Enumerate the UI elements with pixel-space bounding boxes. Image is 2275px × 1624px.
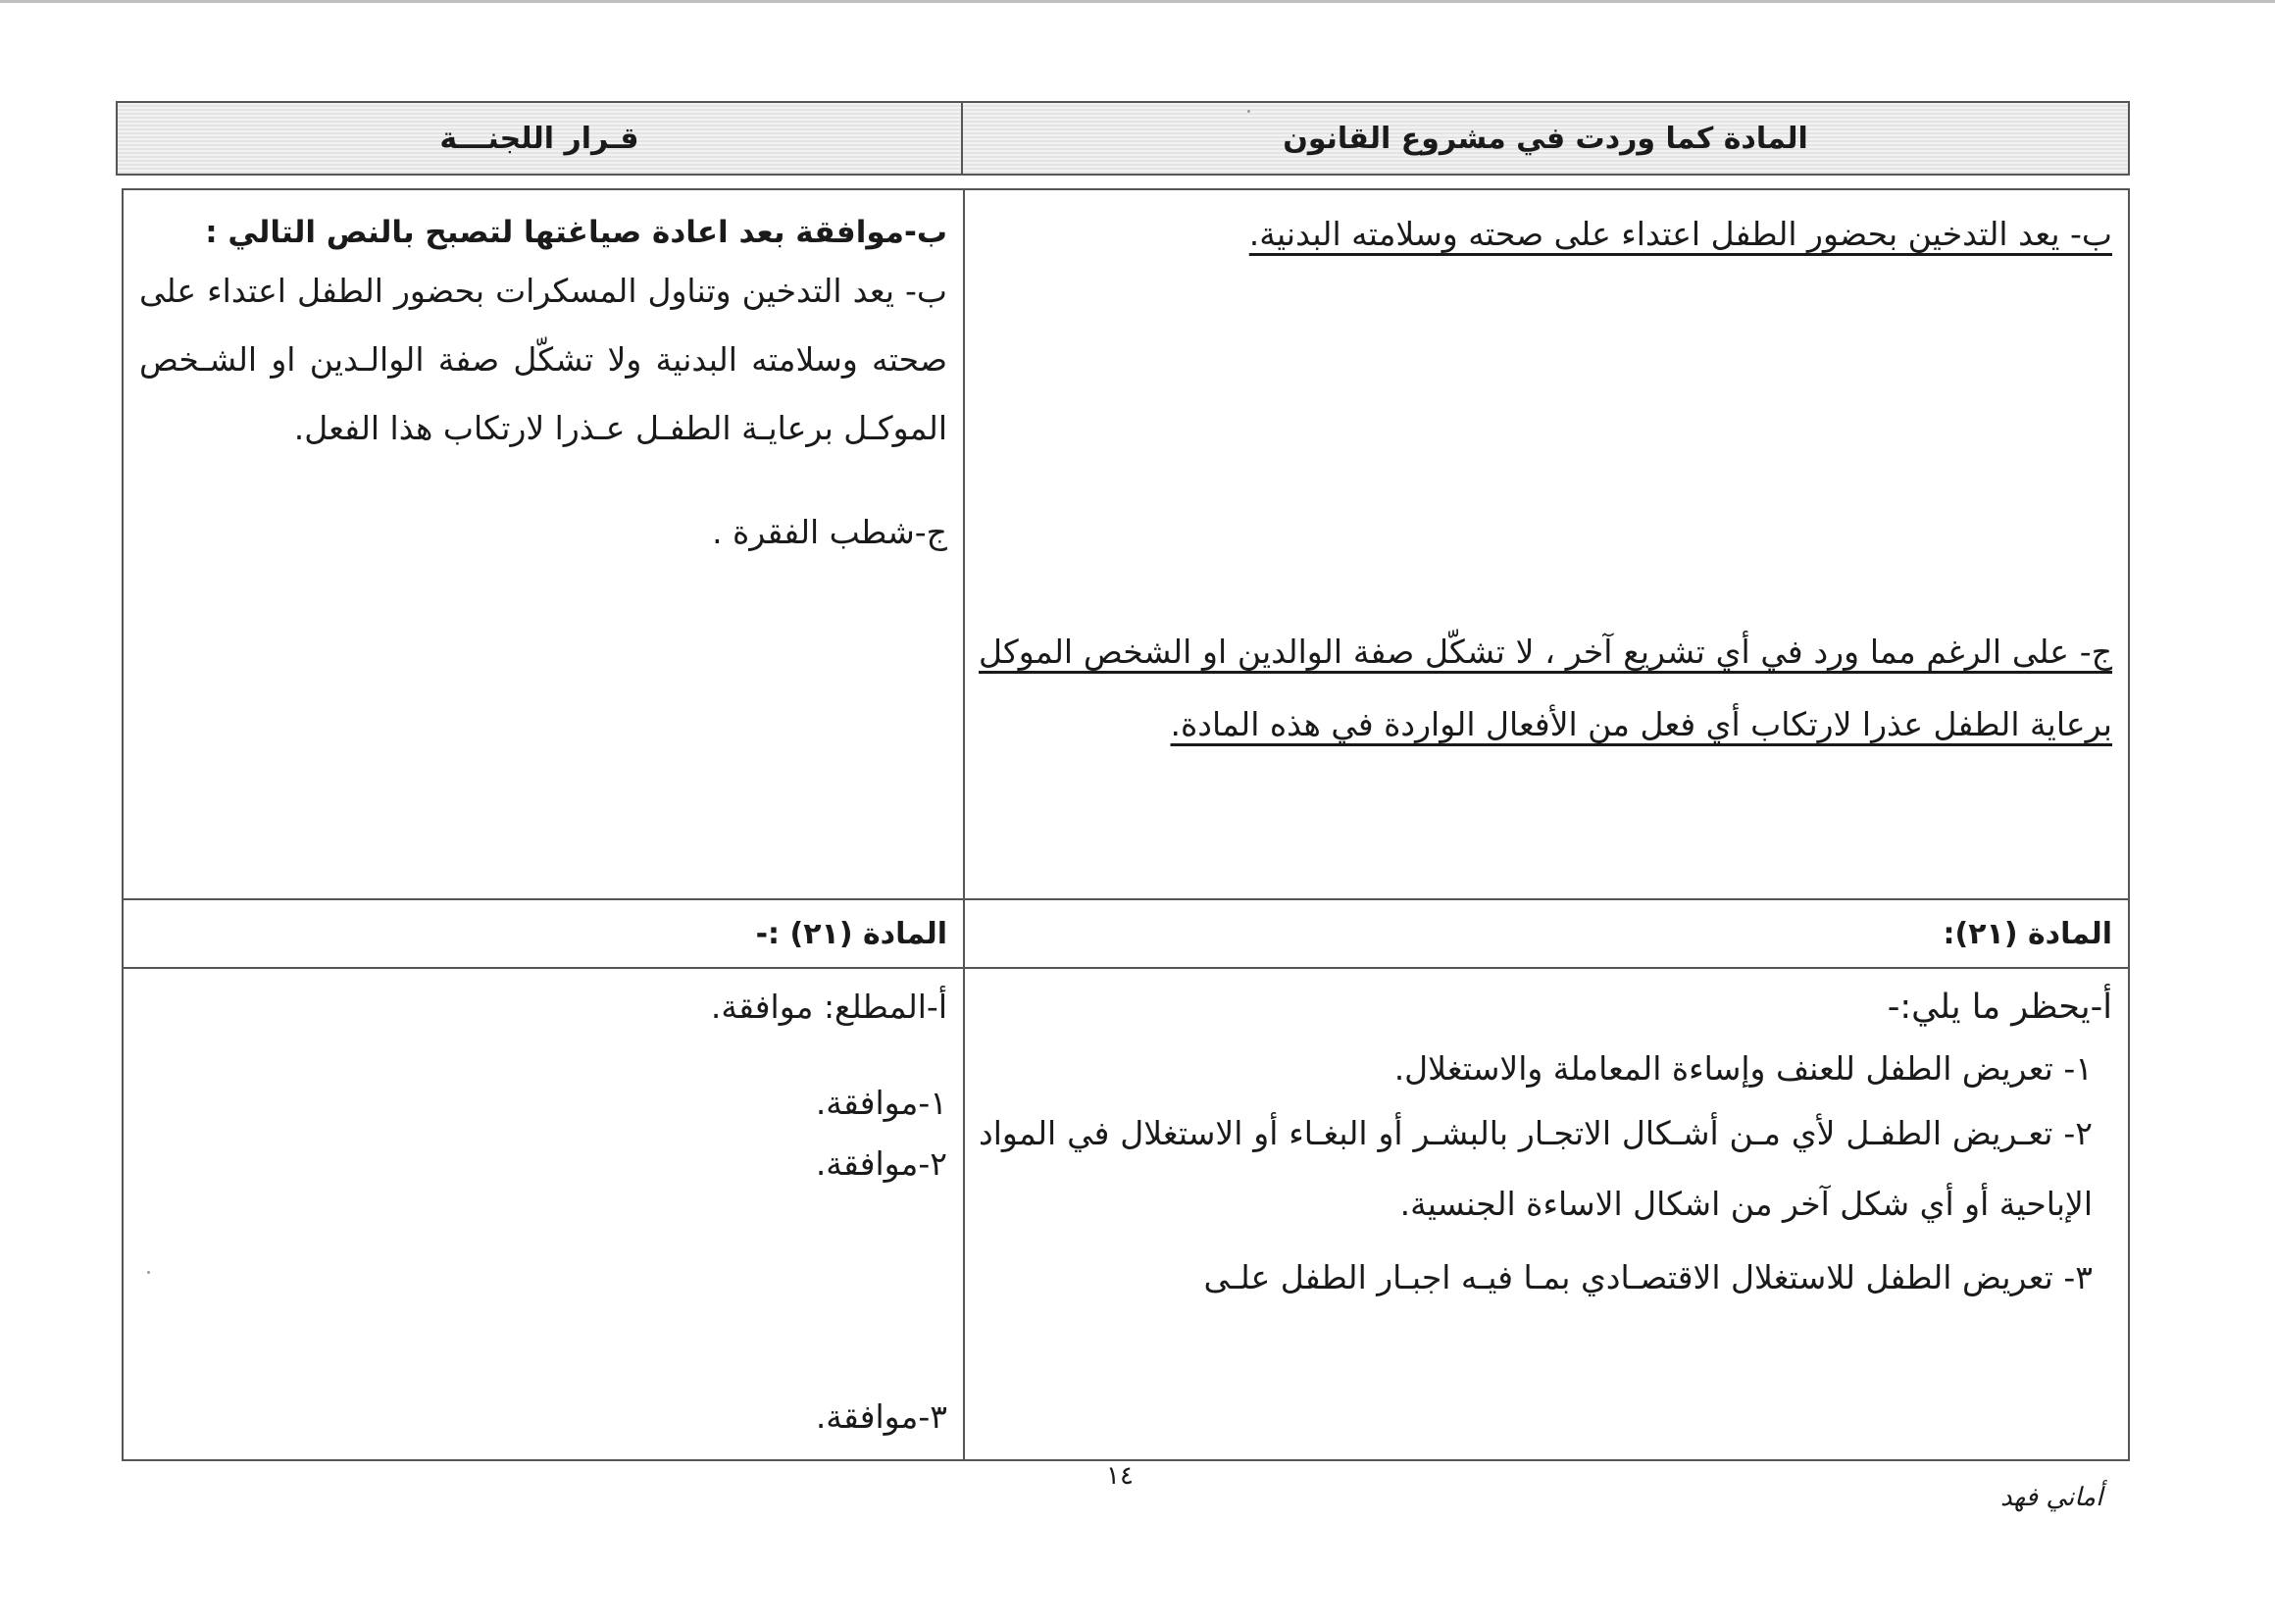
draft-item-1: ١- تعريض الطفل للعنف وإساءة المعاملة والاستغلال. bbox=[1393, 1049, 2093, 1088]
committee-article-21-label: المادة (٢١) :- bbox=[755, 916, 947, 951]
row1-draft-cell bbox=[965, 208, 2128, 894]
draft-item-c: ج- على الرغم مما ورد في أي تشريع آخر ، لا تشكّل صفة الوالدين او الشخص الموكل برعاية الطفل عذرا لارتكاب أي فعل من الأفعال الواردة في هذه المادة. bbox=[979, 633, 2112, 743]
table-header bbox=[116, 101, 2130, 176]
draft-item-2: ٢- تعـريض الطفـل لأي مـن أشـكال الاتجـار بالبشـر أو البغـاء أو الاستغلال في المواد الإباحية أو أي شكل آخر من اشكال الاساءة الجنسية. bbox=[979, 1114, 2093, 1223]
committee-item-3: ٣-موافقة. bbox=[815, 1397, 947, 1436]
scan-top-edge bbox=[0, 0, 2275, 3]
committee-approval-heading: ب-موافقة بعد اعادة صياغتها لتصبح بالنص التالي : bbox=[205, 215, 947, 250]
row2-committee-cell bbox=[124, 900, 963, 967]
header-article-in-draft: المادة كما وردت في مشروع القانون bbox=[1283, 121, 1808, 156]
committee-delete-paragraph: ج-شطب الفقرة . bbox=[712, 513, 947, 551]
row3-draft-cell bbox=[965, 981, 2128, 1461]
draft-prohibited-intro: أ-يحظر ما يلي:- bbox=[1887, 988, 2112, 1027]
draft-item-3: ٣- تعريض الطفل للاستغلال الاقتصـادي بمـا فيـه اجبـار الطفل علـى bbox=[1203, 1258, 2093, 1296]
row2-draft-cell bbox=[965, 900, 2128, 967]
row3-committee-cell bbox=[124, 981, 963, 1461]
scan-speck bbox=[1247, 110, 1250, 113]
scan-speck bbox=[147, 1271, 150, 1274]
comparison-table bbox=[122, 188, 2130, 1461]
page-number: ١٤ bbox=[1106, 1461, 1134, 1491]
committee-revised-text: ب- يعد التدخين وتناول المسكرات بحضور الطفل اعتداء على صحته وسلامته البدنية ولا تشكّل صفة الوالـدين او الشـخص الموكـل برعايـة الطفـل عـذرا لارتكاب هذا الفعل. bbox=[139, 272, 947, 447]
row1-committee-cell bbox=[124, 208, 963, 894]
draft-item-b: ب- يعد التدخين بحضور الطفل اعتداء على صحته وسلامته البدنية. bbox=[1248, 215, 2112, 253]
signature: أماني فهد bbox=[2000, 1483, 2103, 1512]
committee-item-2: ٢-موافقة. bbox=[815, 1144, 947, 1183]
header-committee-decision: قـرار اللجنـــة bbox=[118, 103, 963, 174]
draft-article-21-label: المادة (٢١): bbox=[1943, 916, 2112, 951]
committee-preamble-approval: أ-المطلع: موافقة. bbox=[710, 988, 947, 1026]
row-divider-2 bbox=[124, 967, 2128, 969]
committee-item-1: ١-موافقة. bbox=[815, 1084, 947, 1122]
